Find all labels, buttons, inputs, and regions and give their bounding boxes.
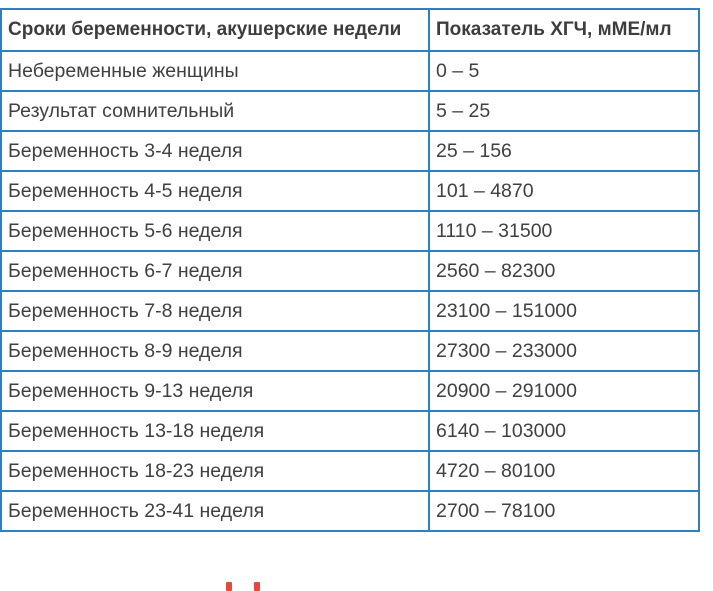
term-cell: Беременность 3-4 неделя (1, 131, 429, 171)
term-cell: Беременность 7-8 неделя (1, 291, 429, 331)
hcg-value-cell: 27300 – 233000 (429, 331, 699, 371)
header-hcg-value: Показатель ХГЧ, мМЕ/мл (429, 9, 699, 51)
term-cell: Беременность 13-18 неделя (1, 411, 429, 451)
hcg-value-cell: 1110 – 31500 (429, 211, 699, 251)
hcg-norms-table (0, 8, 700, 532)
cropped-red-heading-fragment (226, 582, 266, 591)
hcg-value-cell: 20900 – 291000 (429, 371, 699, 411)
hcg-value-cell: 4720 – 80100 (429, 451, 699, 491)
hcg-value-cell: 0 – 5 (429, 51, 699, 91)
term-cell: Беременность 8-9 неделя (1, 331, 429, 371)
table-row (1, 491, 699, 531)
hcg-value-cell: 2700 – 78100 (429, 491, 699, 531)
header-row (1, 9, 699, 51)
table-header (1, 9, 699, 51)
hcg-value-cell: 2560 – 82300 (429, 251, 699, 291)
header-pregnancy-term: Сроки беременности, акушерские недели (1, 9, 429, 51)
table-row (1, 371, 699, 411)
term-cell: Беременность 6-7 неделя (1, 251, 429, 291)
hcg-value-cell: 5 – 25 (429, 91, 699, 131)
red-mark (226, 582, 232, 591)
table-row (1, 171, 699, 211)
hcg-value-cell: 101 – 4870 (429, 171, 699, 211)
term-cell: Беременность 23-41 неделя (1, 491, 429, 531)
term-cell: Результат сомнительный (1, 91, 429, 131)
hcg-value-cell: 6140 – 103000 (429, 411, 699, 451)
term-cell: Беременность 4-5 неделя (1, 171, 429, 211)
term-cell: Небеременные женщины (1, 51, 429, 91)
hcg-value-cell: 25 – 156 (429, 131, 699, 171)
table-row (1, 91, 699, 131)
table-row (1, 411, 699, 451)
table-row (1, 251, 699, 291)
red-mark (254, 582, 260, 591)
table-row (1, 331, 699, 371)
table-row (1, 211, 699, 251)
table-body (1, 51, 699, 531)
table-row (1, 291, 699, 331)
table-row (1, 451, 699, 491)
term-cell: Беременность 9-13 неделя (1, 371, 429, 411)
term-cell: Беременность 5-6 неделя (1, 211, 429, 251)
table-row (1, 131, 699, 171)
table-row (1, 51, 699, 91)
term-cell: Беременность 18-23 неделя (1, 451, 429, 491)
hcg-value-cell: 23100 – 151000 (429, 291, 699, 331)
